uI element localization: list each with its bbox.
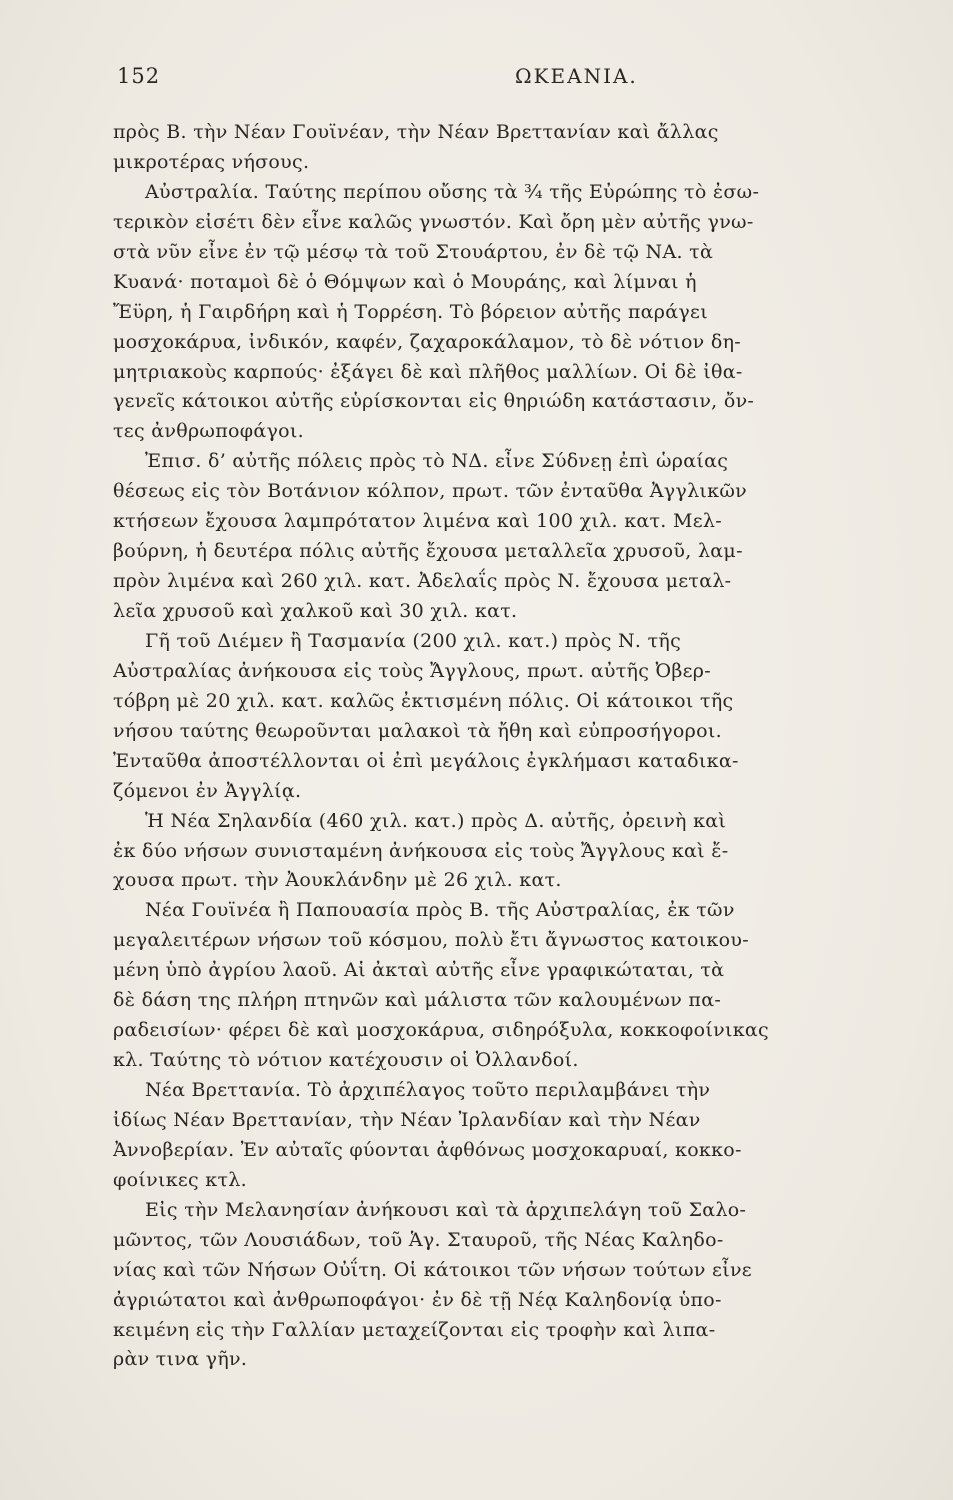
page-number: 152 [117, 64, 161, 88]
page-header [117, 64, 857, 98]
text-line: ἐκ δύο νήσων συνισταμένη ἀνήκουσα εἰς τοὺς Ἄγγλους καὶ ἔ- [113, 839, 729, 862]
text-line: Ἡ Νέα Σηλανδία (460 χιλ. κατ.) πρὸς Δ. αὐτῆς, ὀρεινὴ καὶ [145, 809, 727, 832]
text-line: τόβρη μὲ 20 χιλ. κατ. καλῶς ἐκτισμένη πόλις. Οἱ κάτοικοι τῆς [113, 689, 734, 712]
text-line: Γῆ τοῦ Διέμεν ἢ Τασμανία (200 χιλ. κατ.) πρὸς Ν. τῆς [145, 629, 682, 652]
text-line: τες ἀνθρωποφάγοι. [113, 420, 304, 443]
text-line: μοσχοκάρυα, ἰνδικόν, καφέν, ζαχαροκάλαμον, τὸ δὲ νότιον δη- [113, 330, 742, 353]
body-text [113, 118, 848, 1375]
text-line: κλ. Ταύτης τὸ νότιον κατέχουσιν οἱ Ὀλλανδοί. [113, 1049, 579, 1072]
text-line: μητριακοὺς καρπούς· ἐξάγει δὲ καὶ πλῆθος μαλλίων. Οἱ δὲ ἰθα- [113, 360, 743, 383]
text-line: δὲ δάση της πλήρη πτηνῶν καὶ μάλιστα τῶν καλουμένων πα- [113, 989, 722, 1012]
text-line: κτήσεων ἔχουσα λαμπρότατον λιμένα καὶ 100 χιλ. κατ. Μελ- [113, 510, 722, 533]
text-line: στὰ νῦν εἶνε ἐν τῷ μέσῳ τὰ τοῦ Στουάρτου, ἐν δὲ τῷ ΝΑ. τὰ [113, 240, 714, 263]
text-line: ζόμενοι ἐν Ἀγγλίᾳ. [113, 779, 302, 802]
text-line: Εἰς τὴν Μελανησίαν ἀνήκουσι καὶ τὰ ἀρχιπελάγη τοῦ Σαλο- [145, 1198, 747, 1221]
text-line: νίας καὶ τῶν Νήσων Οὐΐτη. Οἱ κάτοικοι τῶν νήσων τούτων εἶνε [113, 1258, 752, 1281]
text-line: μικροτέρας νήσους. [113, 150, 310, 173]
text-line: Κυανά· ποταμοὶ δὲ ὁ Θόμψων καὶ ὁ Μουράης, καὶ λίμναι ἡ [113, 270, 697, 293]
text-line: λεῖα χρυσοῦ καὶ χαλκοῦ καὶ 30 χιλ. κατ. [113, 600, 518, 622]
text-line: Ἀννοβερίαν. Ἐν αὐταῖς φύονται ἀφθόνως μοσχοκαρυαί, κοκκο- [113, 1138, 742, 1161]
text-line: βούρνη, ἡ δευτέρα πόλις αὐτῆς ἔχουσα μεταλλεῖα χρυσοῦ, λαμ- [113, 540, 743, 563]
text-line: ἰδίως Νέαν Βρεττανίαν, τὴν Νέαν Ἰρλανδίαν καὶ τὴν Νέαν [113, 1108, 701, 1131]
text-line: μεγαλειτέρων νήσων τοῦ κόσμου, πολὺ ἔτι ἄγνωστος κατοικου- [113, 929, 749, 952]
text-line: Νέα Βρεττανία. Τὸ ἀρχιπέλαγος τοῦτο περιλαμβάνει τὴν [145, 1079, 711, 1101]
text-line: Αὐστραλίας ἀνήκουσα εἰς τοὺς Ἄγγλους, πρωτ. αὐτῆς Ὀβερ- [113, 659, 711, 682]
text-line: γενεῖς κάτοικοι αὐτῆς εὑρίσκονται εἰς θηριώδη κατάστασιν, ὄν- [113, 390, 755, 413]
text-line: χουσα πρωτ. τὴν Ἀουκλάνδην μὲ 26 χιλ. κατ. [113, 869, 562, 892]
text-line: ρὰν τινα γῆν. [113, 1348, 248, 1371]
text-line: Ἔϋρη, ἡ Γαιρδήρη καὶ ἡ Τορρέση. Τὸ βόρειον αὐτῆς παράγει [113, 300, 708, 323]
running-head: ΩΚΕΑΝΙΑ. [515, 64, 638, 88]
text-line: πρὸν λιμένα καὶ 260 χιλ. κατ. Ἀδελαΐς πρὸς Ν. ἔχουσα μεταλ- [113, 570, 732, 593]
text-line: φοίνικες κτλ. [113, 1168, 247, 1191]
text-line: τερικὸν εἰσέτι δὲν εἶνε καλῶς γνωστόν. Καὶ ὄρη μὲν αὐτῆς γνω- [113, 210, 754, 233]
text-line: Ἐνταῦθα ἀποστέλλονται οἱ ἐπὶ μεγάλοις ἐγκλήμασι καταδικα- [113, 749, 739, 772]
text-line: κειμένη εἰς τὴν Γαλλίαν μεταχείζονται εἰς τροφὴν καὶ λιπα- [113, 1318, 716, 1341]
text-line: ἀγριώτατοι καὶ ἀνθρωποφάγοι· ἐν δὲ τῇ Νέᾳ Καληδονίᾳ ὑπο- [113, 1288, 722, 1311]
text-line: Ἐπισ. δ’ αὐτῆς πόλεις πρὸς τὸ ΝΔ. εἶνε Σύδνεῃ ἐπὶ ὡραίας [145, 450, 729, 473]
text-line: ραδεισίων· φέρει δὲ καὶ μοσχοκάρυα, σιδηρόξυλα, κοκκοφοίνικας [113, 1019, 769, 1042]
text-line: Αὐστραλία. Ταύτης περίπου οὔσης τὰ ¾ τῆς Εὐρώπης τὸ ἐσω- [145, 180, 760, 203]
text-line: νήσου ταύτης θεωροῦνται μαλακοὶ τὰ ἤθη καὶ εὐπροσήγοροι. [113, 719, 722, 742]
text-line: θέσεως εἰς τὸν Βοτάνιον κόλπον, πρωτ. τῶν ἐνταῦθα Ἀγγλικῶν [113, 480, 747, 503]
text-line: πρὸς Β. τὴν Νέαν Γουϊνέαν, τὴν Νέαν Βρεττανίαν καὶ ἄλλας [113, 121, 719, 143]
text-line: μῶντος, τῶν Λουσιάδων, τοῦ Ἁγ. Σταυροῦ, τῆς Νέας Καληδο- [113, 1228, 724, 1251]
text-line: μένη ὑπὸ ἀγρίου λαοῦ. Αἱ ἀκταὶ αὐτῆς εἶνε γραφικώταται, τὰ [113, 959, 725, 982]
text-line: Νέα Γουϊνέα ἢ Παπουασία πρὸς Β. τῆς Αὐστραλίας, ἐκ τῶν [145, 899, 735, 922]
